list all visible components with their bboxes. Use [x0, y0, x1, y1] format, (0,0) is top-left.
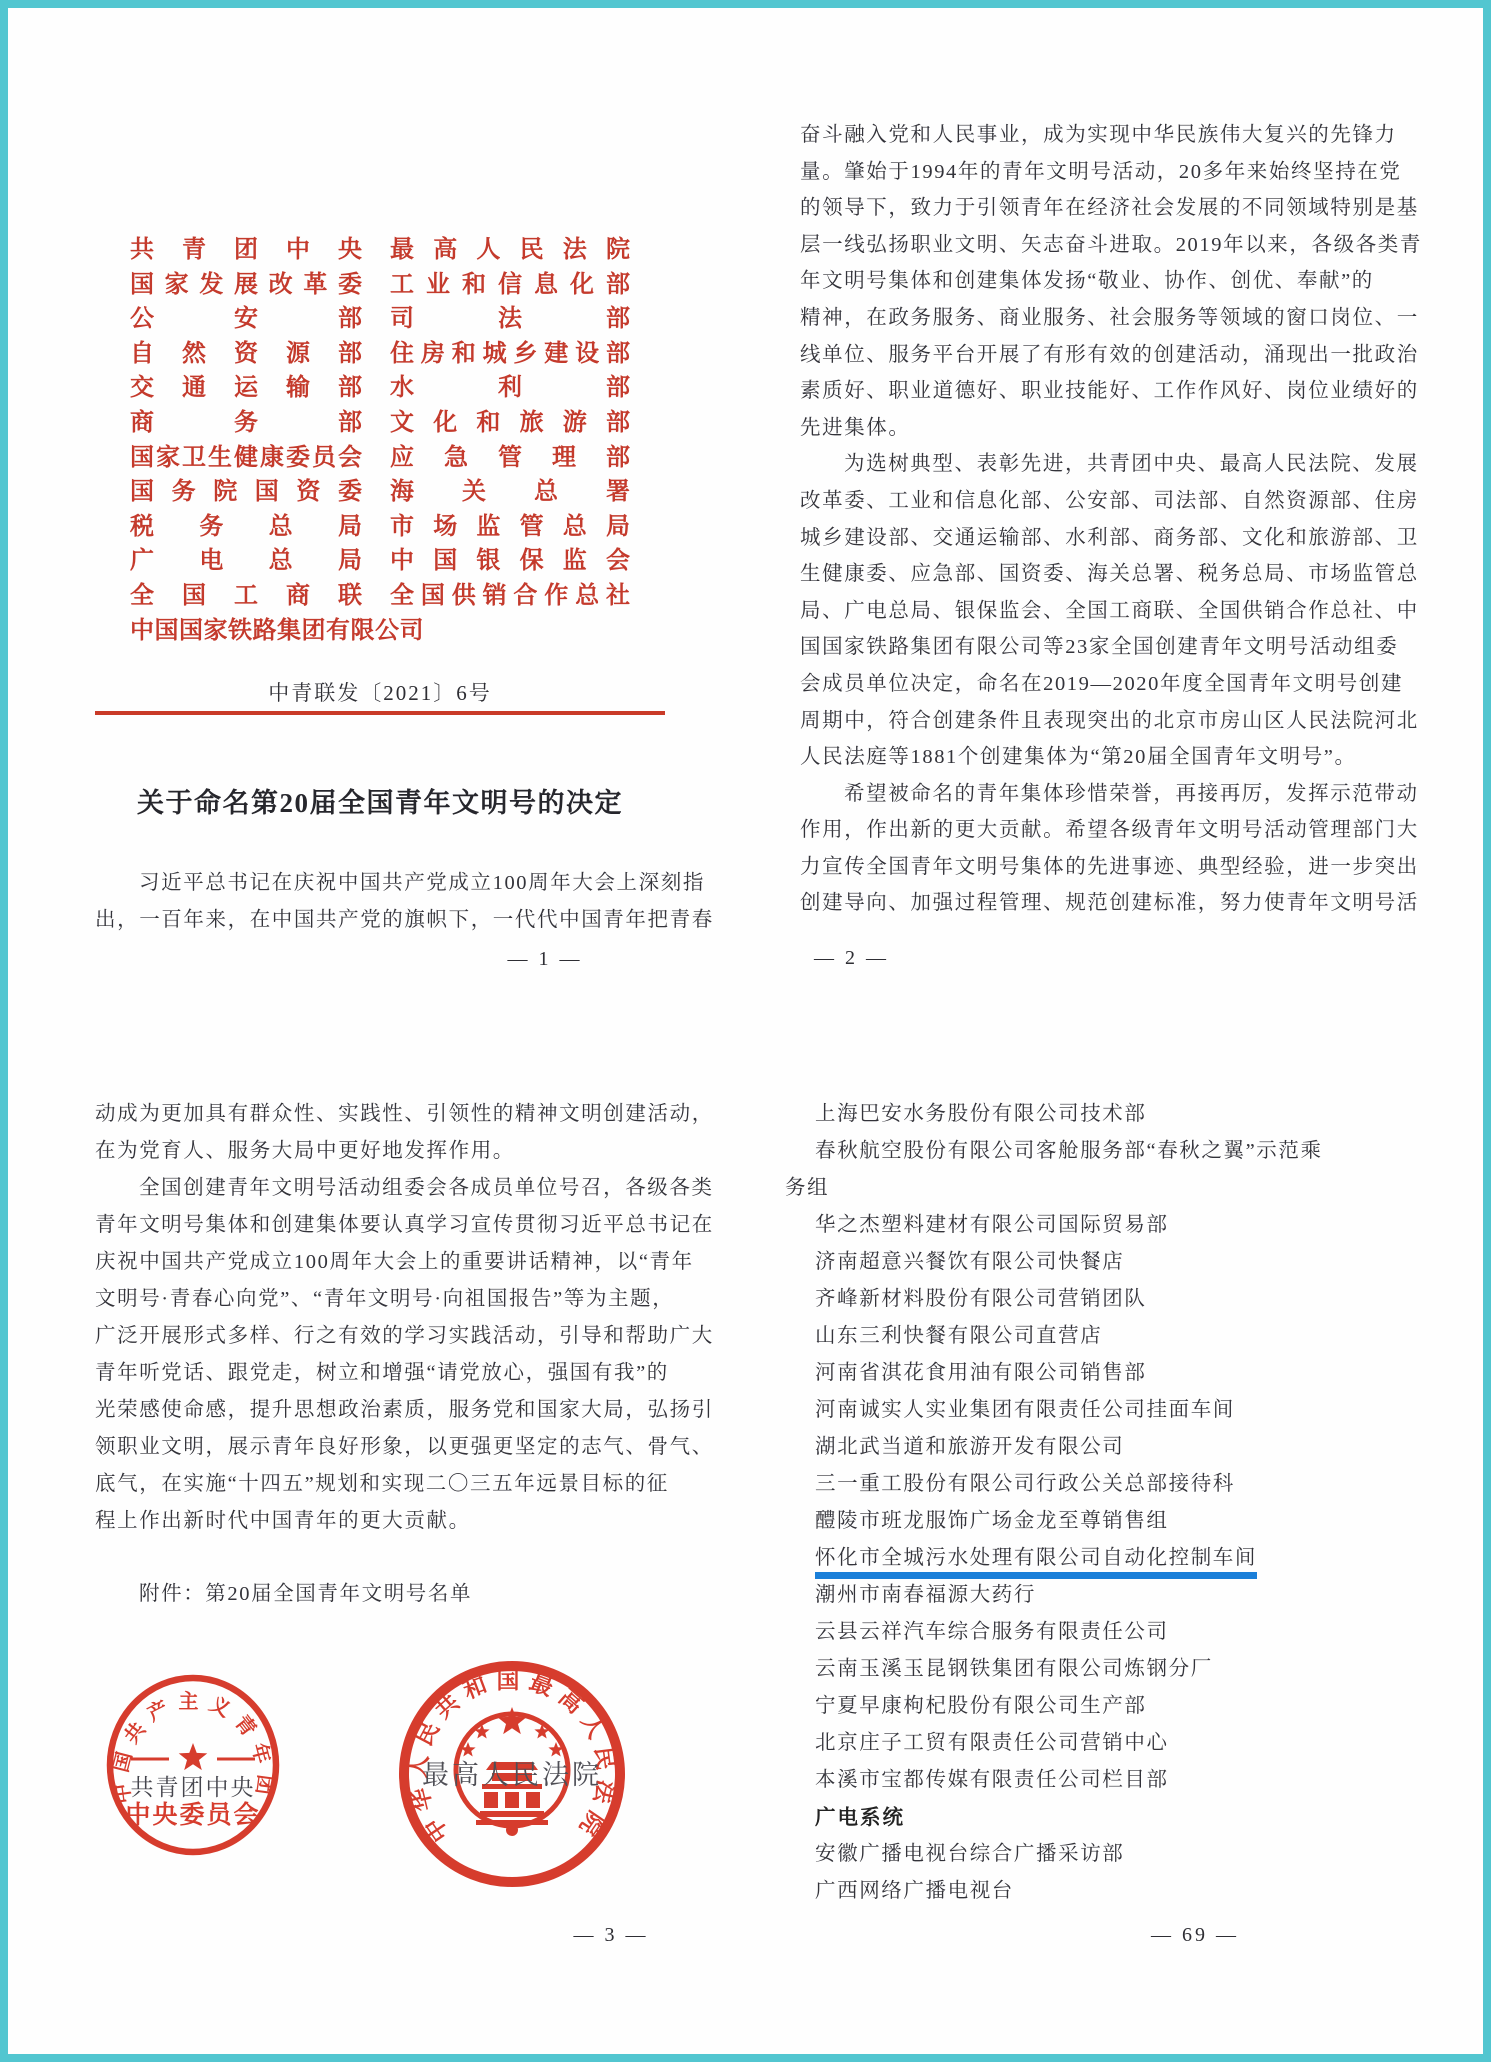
issuer-right: 住房和城乡建设部	[390, 340, 630, 367]
page-number-2: — 2 —	[814, 947, 889, 969]
document-number: 中青联发〔2021〕6号	[268, 681, 492, 705]
text-line: 务组	[785, 1177, 830, 1199]
seal-ring-text: 中国共产主义青年团	[109, 1691, 277, 1805]
letterhead-row	[95, 544, 665, 579]
text-line: 人民法庭等1881个创建集体为“第20届全国青年文明号”。	[800, 746, 1357, 769]
page-2	[800, 117, 1422, 997]
text-line: 北京庄子工贸有限责任公司营销中心	[815, 1732, 1169, 1754]
attachment-line: 附件：第20届全国青年文明号名单	[139, 1583, 473, 1605]
text-line: 底气，在实施“十四五”规划和实现二〇三五年远景目标的征	[95, 1473, 669, 1495]
letterhead-row	[95, 233, 665, 268]
section-header: 广电系统	[815, 1806, 905, 1829]
text-line: 全国创建青年文明号活动组委会各成员单位号召，各级各类	[139, 1177, 714, 1199]
issuer-right: 工业和信息化部	[390, 271, 630, 298]
issuer-right: 中国银保监会	[390, 548, 630, 575]
page-number-69: — 69 —	[1151, 1924, 1239, 1946]
text-line: 层一线弘扬职业文明、矢志奋斗进取。2019年以来，各级各类青	[800, 233, 1422, 256]
text-line: 文明号·青春心向党”、“青年文明号·向祖国报告”等为主题，	[95, 1288, 675, 1310]
issuer-right: 全国供销合作总社	[390, 582, 630, 609]
text-line: 宁夏早康枸杞股份有限公司生产部	[815, 1695, 1147, 1717]
letterhead-row	[95, 371, 665, 406]
issuer-left: 广电总局	[130, 548, 362, 575]
letterhead-row	[95, 579, 665, 614]
issuer-right: 水利部	[390, 375, 630, 402]
text-line: 动成为更加具有群众性、实践性、引领性的精神文明创建活动，	[95, 1103, 714, 1125]
text-line: 在为党育人、服务大局中更好地发挥作用。	[95, 1140, 515, 1162]
issuer-right: 最高人民法院	[390, 237, 630, 263]
issuer-left: 交通运输部	[130, 375, 362, 402]
text-line: 河南省淇花食用油有限公司销售部	[815, 1362, 1147, 1384]
highlighted-list-item	[785, 1540, 1393, 1577]
text-line: 出，一百年来，在中国共产党的旗帜下，一代代中国青年把青春	[95, 909, 714, 931]
text-line: 量。肇始于1994年的青年文明号活动，20多年来始终坚持在党	[800, 160, 1402, 183]
letterhead-row	[95, 268, 665, 303]
page-3	[95, 1096, 714, 1996]
supreme-court-seal	[394, 1658, 630, 1892]
letterhead-row	[95, 302, 665, 337]
issuer-left: 自然资源部	[130, 340, 362, 367]
text-line: 广泛开展形式多样、行之有效的学习实践活动，引导和帮助广大	[95, 1325, 714, 1347]
seal-overlay-name: 共青团中央	[130, 1775, 256, 1800]
text-line: 湖北武当道和旅游开发有限公司	[815, 1436, 1125, 1458]
text-line: 城乡建设部、交通运输部、水利部、商务部、文化和旅游部、卫	[800, 526, 1419, 549]
text-line: 会成员单位决定，命名在2019—2020年度全国青年文明号创建	[800, 672, 1404, 695]
page-1	[95, 233, 714, 993]
issuer-right: 海关总署	[390, 479, 630, 506]
document-title: 关于命名第20届全国青年文明号的决定	[137, 788, 623, 818]
issuer-right: 市场监管总局	[390, 513, 630, 540]
blue-underlined-text: 怀化市全城污水处理有限公司自动化控制车间	[815, 1547, 1257, 1579]
issuer-left: 商务部	[130, 409, 362, 436]
seal-ring-text: 中华人民共和国最高人民法院	[404, 1668, 620, 1847]
text-line: 青年文明号集体和创建集体要认真学习宣传贯彻习近平总书记在	[95, 1214, 714, 1236]
issuer-left: 全国工商联	[130, 582, 362, 609]
star-icon	[179, 1743, 208, 1770]
page-number-3: — 3 —	[573, 1924, 649, 1946]
text-line: 作用，作出新的更大贡献。希望各级青年文明号活动管理部门大	[800, 819, 1419, 842]
text-line: 年文明号集体和创建集体发扬“敬业、协作、创优、奉献”的	[800, 270, 1374, 293]
text-line: 局、广电总局、银保监会、全国工商联、全国供销合作总社、中	[800, 599, 1419, 622]
ccyl-central-committee-seal	[103, 1673, 283, 1857]
text-line: 程上作出新时代中国青年的更大贡献。	[95, 1510, 471, 1532]
seal-overlay-name: 最高人民法院	[422, 1760, 602, 1790]
text-line: 潮州市南春福源大药行	[815, 1584, 1036, 1606]
text-line: 的领导下，致力于引领青年在经济社会发展的不同领域特别是基	[800, 197, 1419, 220]
issuer-left: 国务院国资委	[130, 479, 362, 506]
text-line: 光荣感使命感，提升思想政治素质，服务党和国家大局，弘扬引	[95, 1399, 714, 1421]
text-line: 济南超意兴餐饮有限公司快餐店	[815, 1251, 1125, 1273]
text-line: 周期中，符合创建条件且表现突出的北京市房山区人民法院河北	[800, 709, 1419, 732]
issuer-right: 司法部	[390, 306, 630, 333]
text-line: 生健康委、应急部、国资委、海关总署、税务总局、市场监管总	[800, 563, 1419, 586]
text-line: 奋斗融入党和人民事业，成为实现中华民族伟大复兴的先锋力	[800, 124, 1397, 146]
text-line: 云县云祥汽车综合服务有限责任公司	[815, 1621, 1169, 1643]
text-line: 华之杰塑料建材有限公司国际贸易部	[815, 1214, 1169, 1236]
text-line: 河南诚实人实业集团有限责任公司挂面车间	[815, 1399, 1235, 1421]
text-line: 广西网络广播电视台	[815, 1880, 1014, 1902]
issuer-left: 国家卫生健康委员会	[130, 444, 362, 471]
text-line: 庆祝中国共产党成立100周年大会上的重要讲话精神，以“青年	[95, 1251, 694, 1273]
text-line: 为选树典型、表彰先进，共青团中央、最高人民法院、发展	[844, 453, 1419, 476]
issuer-left: 公安部	[130, 306, 362, 333]
text-line: 三一重工股份有限公司行政公关总部接待科	[815, 1473, 1235, 1495]
text-line: 创建导向、加强过程管理、规范创建标准，努力使青年文明号活	[800, 892, 1419, 915]
text-line: 习近平总书记在庆祝中国共产党成立100周年大会上深刻指	[139, 872, 705, 894]
text-line: 云南玉溪玉昆钢铁集团有限公司炼钢分厂	[815, 1658, 1213, 1680]
letterhead-row	[95, 337, 665, 372]
text-line: 改革委、工业和信息化部、公安部、司法部、自然资源部、住房	[800, 489, 1419, 512]
issuer-left: 税务总局	[130, 513, 362, 540]
letterhead-issuers	[95, 233, 665, 614]
letterhead-issuer-railway: 中国国家铁路集团有限公司	[130, 617, 424, 644]
issuer-left: 共青团中央	[130, 237, 362, 263]
text-line: 线单位、服务平台开展了有形有效的创建活动，涌现出一批政治	[800, 343, 1419, 366]
seal-bottom-text: 中央委员会	[125, 1802, 261, 1829]
text-line: 国国家铁路集团有限公司等23家全国创建青年文明号活动组委	[800, 636, 1399, 659]
text-line: 领职业文明，展示青年良好形象，以更强更坚定的志气、骨气、	[95, 1436, 714, 1458]
page-1-body	[95, 865, 714, 939]
page-69-list	[785, 1096, 1393, 1996]
letterhead-row	[95, 441, 665, 476]
text-line: 齐峰新材料股份有限公司营销团队	[815, 1288, 1147, 1310]
text-line: 青年听党话、跟党走，树立和增强“请党放心，强国有我”的	[95, 1362, 669, 1384]
page-number-1: — 1 —	[507, 948, 583, 970]
issuer-left: 国家发展改革委	[130, 271, 362, 298]
text-line: 素质好、职业道德好、职业技能好、工作作风好、岗位业绩好的	[800, 380, 1419, 403]
text-line: 本溪市宝都传媒有限责任公司栏目部	[815, 1769, 1169, 1791]
page-2-body	[800, 117, 1422, 922]
text-line: 力宣传全国青年文明号集体的先进事迹、典型经验，进一步突出	[800, 855, 1419, 878]
letterhead-row	[95, 406, 665, 441]
text-line: 精神，在政务服务、商业服务、社会服务等领域的窗口岗位、一	[800, 306, 1419, 329]
issuer-right: 应急管理部	[390, 444, 630, 471]
text-line: 先进集体。	[800, 416, 911, 439]
red-divider-line	[95, 711, 665, 715]
issuer-right: 文化和旅游部	[390, 409, 630, 436]
letterhead-row	[95, 475, 665, 510]
text-line: 上海巴安水务股份有限公司技术部	[815, 1103, 1147, 1125]
text-line: 春秋航空股份有限公司客舱服务部“春秋之翼”示范乘	[815, 1140, 1323, 1162]
text-line: 希望被命名的青年集体珍惜荣誉，再接再厉，发挥示范带动	[844, 782, 1419, 805]
text-line: 安徽广播电视台综合广播采访部	[815, 1843, 1125, 1865]
page-69-body	[785, 1096, 1393, 1910]
page-3-body	[95, 1096, 714, 1540]
text-line: 山东三利快餐有限公司直营店	[815, 1325, 1103, 1347]
text-line: 醴陵市班龙服饰广场金龙至尊销售组	[815, 1510, 1169, 1532]
letterhead-row	[95, 510, 665, 545]
